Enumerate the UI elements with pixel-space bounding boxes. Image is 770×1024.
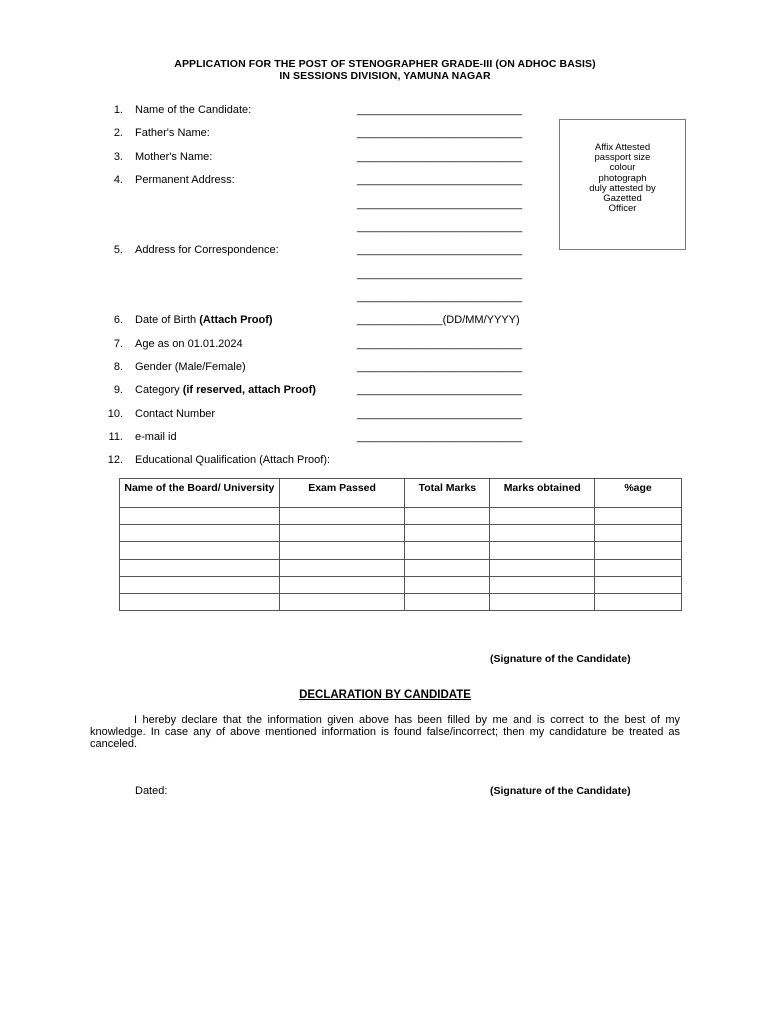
table-cell[interactable] (595, 559, 682, 576)
table-cell[interactable] (490, 593, 595, 610)
father-name-label: Father's Name: (135, 127, 210, 139)
col-header-percentage: %age (595, 479, 682, 508)
email-label: e-mail id (135, 431, 177, 443)
table-row (120, 525, 682, 542)
table-cell[interactable] (490, 576, 595, 593)
dob-field[interactable]: ______________(DD/MM/YYYY) (357, 314, 520, 326)
table-header-row (120, 479, 682, 508)
mother-name-label: Mother's Name: (135, 151, 213, 163)
table-cell[interactable] (490, 508, 595, 525)
col-header-total-marks: Total Marks (405, 479, 490, 508)
permanent-address-field-3[interactable]: ___________________________ (357, 221, 523, 233)
table-cell[interactable] (595, 593, 682, 610)
table-cell[interactable] (279, 525, 405, 542)
dob-label (135, 314, 273, 326)
table-row (120, 559, 682, 576)
mother-name-field[interactable]: ___________________________ (357, 151, 523, 163)
table-cell[interactable] (120, 559, 280, 576)
correspondence-address-label: Address for Correspondence: (135, 244, 279, 256)
table-cell[interactable] (279, 508, 405, 525)
gender-label: Gender (Male/Female) (135, 361, 246, 373)
col-header-board: Name of the Board/ University (120, 479, 280, 508)
declaration-text: I hereby declare that the information given above has been filled by me and is correct to the best of my knowledge. In case any of above mentioned information is found false/incorrect; then my candidature be treated as canceled. (90, 714, 680, 750)
table-cell[interactable] (595, 525, 682, 542)
table-cell[interactable] (490, 559, 595, 576)
field-number: 12. (107, 454, 123, 466)
table-row (120, 593, 682, 610)
field-number: 2. (113, 127, 123, 139)
field-number: 11. (108, 431, 123, 443)
table-row (120, 508, 682, 525)
table-cell[interactable] (490, 542, 595, 559)
table-cell[interactable] (279, 542, 405, 559)
field-number: 6. (113, 314, 123, 326)
declaration-heading: DECLARATION BY CANDIDATE (299, 689, 471, 701)
permanent-address-field-1[interactable]: ___________________________ (357, 174, 523, 186)
field-number: 9. (113, 384, 123, 396)
form-title: APPLICATION FOR THE POST OF STENOGRAPHER GRADE-III (ON ADHOC BASIS) (174, 58, 596, 70)
category-label-proof: (if reserved, attach Proof) (182, 384, 316, 396)
declaration-signature-label: (Signature of the Candidate) (490, 785, 631, 797)
education-label: Educational Qualification (Attach Proof): (135, 454, 331, 466)
father-name-field[interactable]: ___________________________ (357, 127, 523, 139)
candidate-signature-label: (Signature of the Candidate) (490, 653, 631, 665)
contact-number-label: Contact Number (135, 408, 216, 420)
correspondence-address-field-2[interactable]: ___________________________ (357, 268, 523, 280)
category-label-text: Category (135, 384, 180, 396)
table-cell[interactable] (490, 525, 595, 542)
field-number: 4. (113, 174, 123, 186)
correspondence-address-field-3[interactable]: ___________________________ (357, 291, 523, 303)
dob-label-proof: (Attach Proof) (199, 314, 273, 326)
table-cell[interactable] (279, 576, 405, 593)
contact-number-field[interactable]: ___________________________ (357, 408, 523, 420)
table-cell[interactable] (595, 508, 682, 525)
table-cell[interactable] (279, 593, 405, 610)
table-cell[interactable] (595, 576, 682, 593)
field-number: 1. (113, 104, 123, 116)
table-cell[interactable] (405, 508, 490, 525)
age-field[interactable]: ___________________________ (357, 338, 523, 350)
gender-field[interactable]: ___________________________ (357, 361, 523, 373)
email-field[interactable]: ___________________________ (357, 431, 523, 443)
table-cell[interactable] (120, 542, 280, 559)
table-cell[interactable] (120, 525, 280, 542)
table-cell[interactable] (405, 525, 490, 542)
permanent-address-field-2[interactable]: ___________________________ (357, 198, 523, 210)
table-cell[interactable] (120, 576, 280, 593)
table-cell[interactable] (279, 559, 405, 576)
table-row (120, 576, 682, 593)
dob-label-text: Date of Birth (135, 314, 197, 326)
field-number: 10. (107, 408, 123, 420)
form-subtitle: IN SESSIONS DIVISION, YAMUNA NAGAR (279, 70, 491, 82)
category-field[interactable]: ___________________________ (357, 384, 523, 396)
education-table (119, 478, 682, 611)
correspondence-address-field-1[interactable]: ___________________________ (357, 244, 523, 256)
category-label (135, 384, 316, 396)
candidate-name-label: Name of the Candidate: (135, 104, 252, 116)
age-label: Age as on 01.01.2024 (135, 338, 243, 350)
field-number: 5. (113, 244, 123, 256)
table-cell[interactable] (595, 542, 682, 559)
table-cell[interactable] (405, 559, 490, 576)
table-cell[interactable] (120, 508, 280, 525)
col-header-marks-obtained: Marks obtained (490, 479, 595, 508)
table-cell[interactable] (120, 593, 280, 610)
field-number: 8. (113, 361, 123, 373)
field-number: 7. (113, 338, 123, 350)
col-header-exam: Exam Passed (279, 479, 405, 508)
permanent-address-label: Permanent Address: (135, 174, 235, 186)
table-cell[interactable] (405, 576, 490, 593)
photo-box (559, 119, 686, 250)
candidate-name-field[interactable]: ___________________________ (357, 104, 523, 116)
table-row (120, 542, 682, 559)
field-number: 3. (113, 151, 123, 163)
dated-label: Dated: (135, 785, 168, 797)
photo-box-instructions: Affix Attested passport size colour photograph duly attested by Gazetted Officer (589, 142, 656, 215)
table-cell[interactable] (405, 593, 490, 610)
table-cell[interactable] (405, 542, 490, 559)
